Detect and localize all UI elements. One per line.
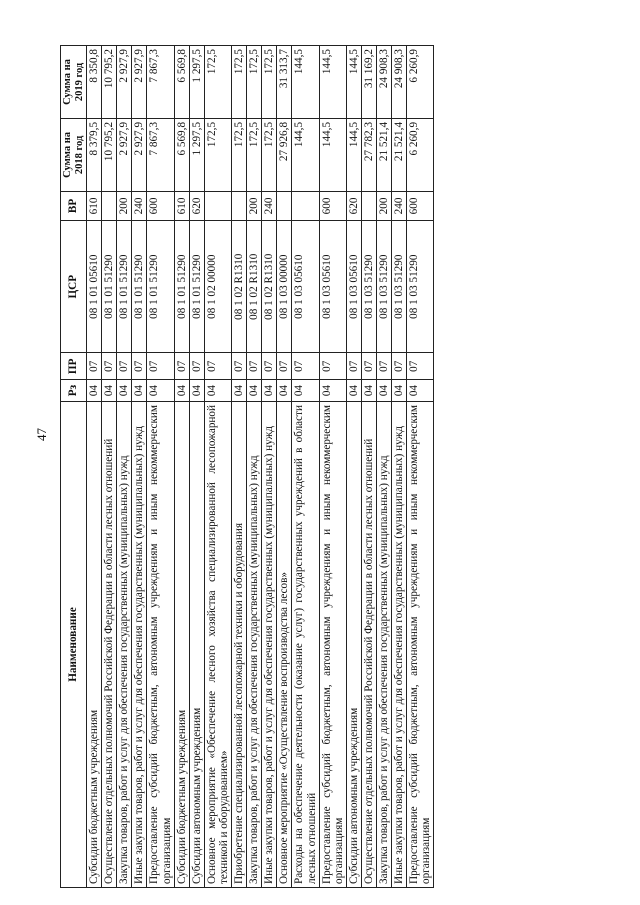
- row-sum-2018-cell: 21 521,4: [376, 118, 391, 191]
- row-csr-cell: 08 1 03 05610: [346, 221, 361, 353]
- table-row: [407, 46, 434, 888]
- row-rz-cell: 04: [407, 380, 434, 402]
- row-pr-cell: 07: [346, 353, 361, 380]
- table-row: [117, 46, 132, 888]
- row-sum-2018-cell: 144,5: [292, 118, 319, 191]
- table-row: [232, 46, 247, 888]
- row-rz-cell: 04: [346, 380, 361, 402]
- row-name-cell: Приобретение специализированной лесопожарной техники и оборудования: [232, 402, 247, 888]
- row-sum-2019-cell: 24 908,3: [392, 46, 407, 119]
- row-vr-cell: [102, 191, 117, 220]
- row-pr-cell: 07: [407, 353, 434, 380]
- row-pr-cell: 07: [232, 353, 247, 380]
- row-sum-2018-cell: 21 521,4: [392, 118, 407, 191]
- budget-table: [60, 45, 434, 888]
- row-sum-2018-cell: 2 927,9: [117, 118, 132, 191]
- row-vr-cell: 240: [262, 191, 277, 220]
- row-rz-cell: 04: [361, 380, 376, 402]
- row-rz-cell: 04: [204, 380, 231, 402]
- row-sum-2019-cell: 8 350,8: [87, 46, 102, 119]
- row-sum-2018-cell: 1 297,5: [189, 118, 204, 191]
- table-row: [189, 46, 204, 888]
- table-row: [392, 46, 407, 888]
- row-csr-cell: 08 1 03 51290: [361, 221, 376, 353]
- row-rz-cell: 04: [376, 380, 391, 402]
- row-pr-cell: 07: [87, 353, 102, 380]
- row-sum-2019-cell: 144,5: [292, 46, 319, 119]
- row-rz-cell: 04: [189, 380, 204, 402]
- row-name-cell: Предоставление субсидий бюджетным, автономным учреждениям и иным некоммерческим организациям: [319, 402, 346, 888]
- table-row: [147, 46, 174, 888]
- row-csr-cell: 08 1 01 51290: [174, 221, 189, 353]
- row-vr-cell: 200: [376, 191, 391, 220]
- row-sum-2018-cell: 6 260,9: [407, 118, 434, 191]
- row-sum-2019-cell: 172,5: [262, 46, 277, 119]
- row-name-cell: Осуществление отдельных полномочий Российской Федерации в области лесных отношений: [361, 402, 376, 888]
- header-row: [61, 46, 87, 888]
- row-name-cell: Субсидии бюджетным учреждениям: [174, 402, 189, 888]
- table-row: [292, 46, 319, 888]
- row-sum-2018-cell: 8 379,5: [87, 118, 102, 191]
- row-name-cell: Иные закупки товаров, работ и услуг для обеспечения государственных (муниципальных) нужд: [392, 402, 407, 888]
- row-rz-cell: 04: [117, 380, 132, 402]
- header-name: Наименование: [61, 402, 87, 888]
- table-row: [262, 46, 277, 888]
- row-csr-cell: 08 1 01 51290: [132, 221, 147, 353]
- row-csr-cell: 08 1 01 51290: [102, 221, 117, 353]
- row-pr-cell: 07: [204, 353, 231, 380]
- row-sum-2019-cell: 144,5: [319, 46, 346, 119]
- row-name-cell: Осуществление отдельных полномочий Российской Федерации в области лесных отношений: [102, 402, 117, 888]
- row-sum-2019-cell: 31 313,7: [277, 46, 292, 119]
- row-sum-2019-cell: 172,5: [232, 46, 247, 119]
- row-name-cell: Расходы на обеспечение деятельности (оказание услуг) государственных учреждений в области лесных отношений: [292, 402, 319, 888]
- row-sum-2018-cell: 27 926,8: [277, 118, 292, 191]
- row-csr-cell: 08 1 02 00000: [204, 221, 231, 353]
- row-vr-cell: 240: [392, 191, 407, 220]
- row-sum-2019-cell: 172,5: [204, 46, 231, 119]
- row-vr-cell: 600: [147, 191, 174, 220]
- row-vr-cell: 240: [132, 191, 147, 220]
- row-sum-2018-cell: 6 569,8: [174, 118, 189, 191]
- row-rz-cell: 04: [147, 380, 174, 402]
- table-row: [87, 46, 102, 888]
- row-pr-cell: 07: [262, 353, 277, 380]
- row-sum-2018-cell: 172,5: [247, 118, 262, 191]
- row-sum-2018-cell: 172,5: [204, 118, 231, 191]
- table-row: [247, 46, 262, 888]
- rotated-page-content: [60, 45, 622, 888]
- row-sum-2019-cell: 2 927,9: [132, 46, 147, 119]
- row-csr-cell: 08 1 02 R1310: [232, 221, 247, 353]
- table-header: [61, 46, 87, 888]
- row-sum-2019-cell: 6 569,8: [174, 46, 189, 119]
- table-row: [346, 46, 361, 888]
- table-body: [87, 46, 434, 888]
- row-csr-cell: 08 1 03 51290: [392, 221, 407, 353]
- row-sum-2019-cell: 6 260,9: [407, 46, 434, 119]
- row-rz-cell: 04: [174, 380, 189, 402]
- row-vr-cell: [292, 191, 319, 220]
- table-row: [204, 46, 231, 888]
- row-pr-cell: 07: [247, 353, 262, 380]
- row-sum-2018-cell: 7 867,3: [147, 118, 174, 191]
- row-vr-cell: 610: [174, 191, 189, 220]
- header-csr: ЦСР: [61, 221, 87, 353]
- table-row: [102, 46, 117, 888]
- row-pr-cell: 07: [117, 353, 132, 380]
- table-row: [174, 46, 189, 888]
- table-row: [319, 46, 346, 888]
- row-rz-cell: 04: [277, 380, 292, 402]
- row-csr-cell: 08 1 01 51290: [189, 221, 204, 353]
- row-csr-cell: 08 1 03 05610: [292, 221, 319, 353]
- row-vr-cell: 200: [117, 191, 132, 220]
- row-pr-cell: 07: [319, 353, 346, 380]
- row-pr-cell: 07: [361, 353, 376, 380]
- row-name-cell: Иные закупки товаров, работ и услуг для обеспечения государственных (муниципальных) нужд: [132, 402, 147, 888]
- row-vr-cell: 600: [319, 191, 346, 220]
- row-sum-2019-cell: 10 795,2: [102, 46, 117, 119]
- row-sum-2019-cell: 1 297,5: [189, 46, 204, 119]
- row-vr-cell: 200: [247, 191, 262, 220]
- row-sum-2019-cell: 31 169,2: [361, 46, 376, 119]
- row-vr-cell: [204, 191, 231, 220]
- table-row: [132, 46, 147, 888]
- row-rz-cell: 04: [87, 380, 102, 402]
- row-rz-cell: 04: [292, 380, 319, 402]
- row-sum-2018-cell: 144,5: [319, 118, 346, 191]
- row-vr-cell: 600: [407, 191, 434, 220]
- row-sum-2019-cell: 24 908,3: [376, 46, 391, 119]
- row-vr-cell: 620: [189, 191, 204, 220]
- row-sum-2019-cell: 7 867,3: [147, 46, 174, 119]
- row-pr-cell: 07: [174, 353, 189, 380]
- row-pr-cell: 07: [392, 353, 407, 380]
- row-name-cell: Предоставление субсидий бюджетным, автономным учреждениям и иным некоммерческим организациям: [407, 402, 434, 888]
- row-name-cell: Основное мероприятие «Осуществление воспроизводства лесов»: [277, 402, 292, 888]
- row-sum-2018-cell: 10 795,2: [102, 118, 117, 191]
- header-sum-2018: Сумма на 2018 год: [61, 118, 87, 191]
- row-sum-2018-cell: 172,5: [262, 118, 277, 191]
- row-name-cell: Субсидии автономным учреждениям: [346, 402, 361, 888]
- row-rz-cell: 04: [247, 380, 262, 402]
- table-row: [376, 46, 391, 888]
- row-pr-cell: 07: [132, 353, 147, 380]
- header-pr: ПР: [61, 353, 87, 380]
- row-csr-cell: 08 1 01 05610: [87, 221, 102, 353]
- row-vr-cell: [361, 191, 376, 220]
- row-csr-cell: 08 1 01 51290: [117, 221, 132, 353]
- header-sum-2019: Сумма на 2019 год: [61, 46, 87, 119]
- row-csr-cell: 08 1 03 05610: [319, 221, 346, 353]
- row-name-cell: Закупка товаров, работ и услуг для обеспечения государственных (муниципальных) нужд: [247, 402, 262, 888]
- row-pr-cell: 07: [147, 353, 174, 380]
- row-rz-cell: 04: [102, 380, 117, 402]
- row-rz-cell: 04: [392, 380, 407, 402]
- row-vr-cell: 620: [346, 191, 361, 220]
- row-rz-cell: 04: [132, 380, 147, 402]
- row-pr-cell: 07: [376, 353, 391, 380]
- row-sum-2018-cell: 27 782,3: [361, 118, 376, 191]
- row-sum-2018-cell: 172,5: [232, 118, 247, 191]
- row-name-cell: Субсидии автономным учреждениям: [189, 402, 204, 888]
- row-sum-2019-cell: 2 927,9: [117, 46, 132, 119]
- row-rz-cell: 04: [232, 380, 247, 402]
- row-vr-cell: [232, 191, 247, 220]
- row-pr-cell: 07: [292, 353, 319, 380]
- row-csr-cell: 08 1 03 51290: [407, 221, 434, 353]
- row-sum-2019-cell: 172,5: [247, 46, 262, 119]
- row-rz-cell: 04: [262, 380, 277, 402]
- row-name-cell: Основное мероприятие «Обеспечение лесного хозяйства специализированной лесопожарной техникой и оборудованием»: [204, 402, 231, 888]
- row-sum-2018-cell: 2 927,9: [132, 118, 147, 191]
- row-csr-cell: 08 1 03 00000: [277, 221, 292, 353]
- page-number: 47: [34, 428, 49, 441]
- row-pr-cell: 07: [189, 353, 204, 380]
- row-vr-cell: [277, 191, 292, 220]
- table-row: [277, 46, 292, 888]
- row-csr-cell: 08 1 03 51290: [376, 221, 391, 353]
- row-sum-2019-cell: 144,5: [346, 46, 361, 119]
- row-csr-cell: 08 1 02 R1310: [262, 221, 277, 353]
- header-rz: Рз: [61, 380, 87, 402]
- row-csr-cell: 08 1 02 R1310: [247, 221, 262, 353]
- table-row: [361, 46, 376, 888]
- row-rz-cell: 04: [319, 380, 346, 402]
- row-name-cell: Субсидии бюджетным учреждениям: [87, 402, 102, 888]
- row-name-cell: Закупка товаров, работ и услуг для обеспечения государственных (муниципальных) нужд: [117, 402, 132, 888]
- row-csr-cell: 08 1 01 51290: [147, 221, 174, 353]
- row-name-cell: Иные закупки товаров, работ и услуг для обеспечения государственных (муниципальных) нужд: [262, 402, 277, 888]
- row-sum-2018-cell: 144,5: [346, 118, 361, 191]
- row-pr-cell: 07: [102, 353, 117, 380]
- row-vr-cell: 610: [87, 191, 102, 220]
- row-name-cell: Предоставление субсидий бюджетным, автономным учреждениям и иным некоммерческим организациям: [147, 402, 174, 888]
- header-vr: ВР: [61, 191, 87, 220]
- row-pr-cell: 07: [277, 353, 292, 380]
- row-name-cell: Закупка товаров, работ и услуг для обеспечения государственных (муниципальных) нужд: [376, 402, 391, 888]
